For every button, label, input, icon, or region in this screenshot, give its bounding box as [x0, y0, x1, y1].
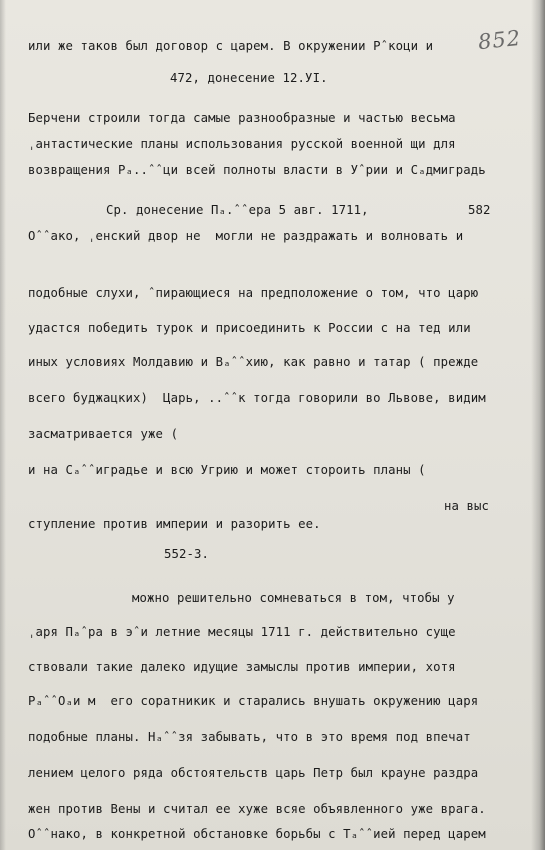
page-number: 852	[476, 25, 523, 55]
text-line-18: ˌаря Пₐˆра в эˆи летние месяцы 1711 г. действительно суще	[28, 625, 456, 639]
text-line-10: иных условиях Молдавию и Вₐˆˆхию, как равно и татар ( прежде	[28, 355, 479, 369]
text-line-1: или же таков был договор с царем. В окружении Рˆкоци и	[28, 39, 434, 53]
text-line-13: и на Сₐˆˆиградье и всю Угрию и может стороить планы (	[28, 463, 426, 477]
text-line-9: удастся победить турок и присоединить к России с на тед или	[28, 321, 471, 335]
text-line-6: Ср. донесение Пₐ.ˆˆера 5 авг. 1711,	[106, 203, 369, 217]
text-line-19: ствовали такие далеко идущие замыслы против империи, хотя	[28, 660, 456, 674]
page-left-shadow	[0, 0, 6, 850]
text-line-8: подобные слухи, ˆпирающиеся на предположение о том, что царю	[28, 286, 479, 300]
text-line-15: ступление против империи и разорить ее.	[28, 517, 321, 531]
text-line-7: Оˆˆако, ˌенский двор не могли не раздражать и волновать и	[28, 229, 464, 243]
text-line-14: на выс	[444, 499, 490, 513]
text-line-20: РₐˆˆОₐи м его соратникик и старались внушать окружению царя	[28, 694, 479, 708]
text-line-4: ˌантастические планы использования русской военной щи для	[28, 137, 456, 151]
text-line-12: засматривается уже (	[28, 427, 179, 441]
text-line-24: Оˆˆнако, в конкретной обстановке борьбы с Тₐˆˆией перед царем	[28, 827, 486, 841]
page-right-shadow	[531, 0, 545, 850]
text-line-3: Берчени строили тогда самые разнообразные и частью весьма	[28, 111, 456, 125]
text-line-2: 472, донесение 12.УI.	[170, 71, 328, 85]
text-line-16: 552-3.	[164, 547, 210, 561]
text-line-23: жен против Вены и считал ее хуже всяе объявленного уже врага.	[28, 802, 486, 816]
text-line-6-ref: 582	[468, 203, 491, 217]
text-line-5: возвращения Рₐ..ˆˆци всей полноты власти в Уˆрии и Сₐдмиградь	[28, 163, 486, 177]
text-line-17: можно решительно сомневаться в том, чтобы у	[132, 591, 455, 605]
text-line-11: всего буджацких) Царь, ..ˆˆк тогда говорили во Львове, видим	[28, 391, 486, 405]
text-line-22: лением целого ряда обстоятельств царь Петр был крауне раздра	[28, 766, 479, 780]
text-line-21: подобные планы. Нₐˆˆзя забывать, что в это время под впечат	[28, 730, 471, 744]
